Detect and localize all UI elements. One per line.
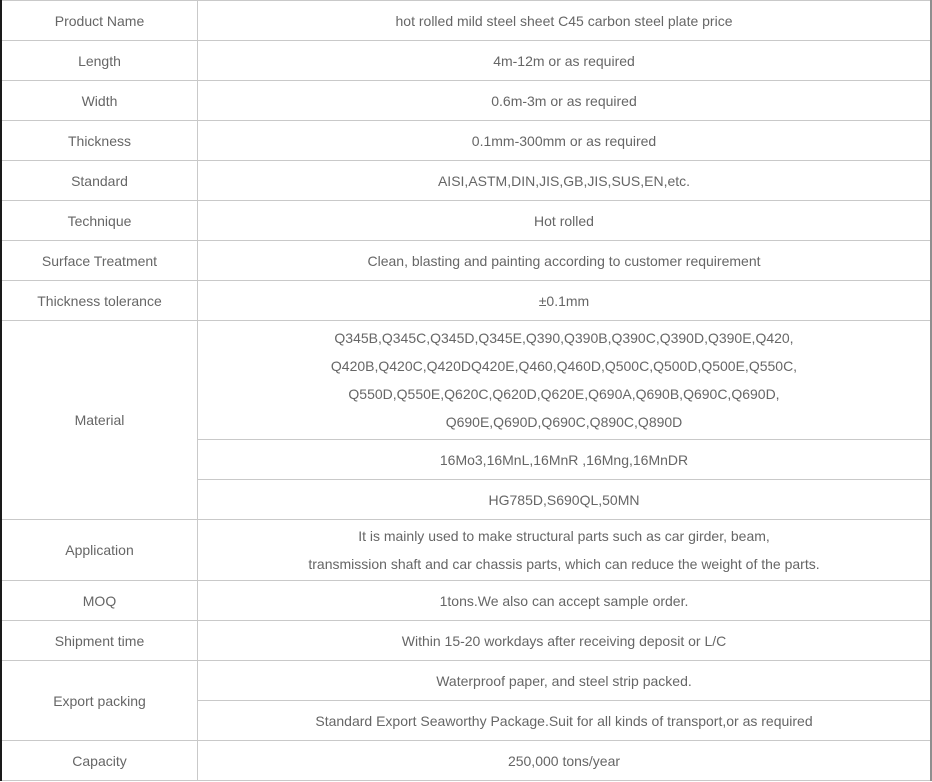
row-label-product-name: Product Name <box>1 1 198 41</box>
material-other-grades-cell: HG785D,S690QL,50MN <box>198 480 932 520</box>
table-row-technique <box>1 201 931 241</box>
table-row-moq <box>1 581 931 621</box>
table-row-product-name <box>1 1 931 41</box>
material-grades-line: Q550D,Q550E,Q620C,Q620D,Q620E,Q690A,Q690B,Q690C,Q690D, <box>348 386 780 402</box>
row-label-application: Application <box>1 520 198 581</box>
row-label-surface-treatment: Surface Treatment <box>1 241 198 281</box>
application-line: transmission shaft and car chassis parts, which can reduce the weight of the parts. <box>308 556 820 572</box>
row-value-shipment-time: Within 15-20 workdays after receiving deposit or L/C <box>198 621 932 661</box>
row-label-capacity: Capacity <box>1 741 198 781</box>
row-label-width: Width <box>1 81 198 121</box>
table-row-export-packing-1 <box>1 661 931 701</box>
table-row-application <box>1 520 931 581</box>
export-packing-line-1: Waterproof paper, and steel strip packed. <box>198 661 932 701</box>
row-value-length: 4m-12m or as required <box>198 41 932 81</box>
export-packing-line-2: Standard Export Seaworthy Package.Suit for all kinds of transport,or as required <box>198 701 932 741</box>
row-value-standard: AISI,ASTM,DIN,JIS,GB,JIS,SUS,EN,etc. <box>198 161 932 201</box>
table-row-material-grades <box>1 321 931 440</box>
material-boiler-grades-cell: 16Mo3,16MnL,16MnR ,16Mng,16MnDR <box>198 440 932 480</box>
table-row-surface-treatment <box>1 241 931 281</box>
row-value-moq: 1tons.We also can accept sample order. <box>198 581 932 621</box>
application-cell <box>198 520 932 581</box>
row-label-thickness: Thickness <box>1 121 198 161</box>
row-value-technique: Hot rolled <box>198 201 932 241</box>
row-label-material: Material <box>1 321 198 520</box>
row-value-product-name: hot rolled mild steel sheet C45 carbon steel plate price <box>198 1 932 41</box>
material-grades-line: Q420B,Q420C,Q420DQ420E,Q460,Q460D,Q500C,Q500D,Q500E,Q550C, <box>330 358 798 374</box>
row-value-thickness: 0.1mm-300mm or as required <box>198 121 932 161</box>
table-row-standard <box>1 161 931 201</box>
material-grades-cell <box>198 321 932 440</box>
row-label-length: Length <box>1 41 198 81</box>
product-spec-table-body <box>1 1 931 781</box>
row-label-thickness-tolerance: Thickness tolerance <box>1 281 198 321</box>
row-value-thickness-tolerance: ±0.1mm <box>198 281 932 321</box>
row-label-shipment-time: Shipment time <box>1 621 198 661</box>
material-grades-line: Q690E,Q690D,Q690C,Q890C,Q890D <box>445 414 683 430</box>
row-label-standard: Standard <box>1 161 198 201</box>
row-label-export-packing: Export packing <box>1 661 198 741</box>
row-value-width: 0.6m-3m or as required <box>198 81 932 121</box>
table-row-thickness <box>1 121 931 161</box>
table-row-width <box>1 81 931 121</box>
table-row-length <box>1 41 931 81</box>
row-value-surface-treatment: Clean, blasting and painting according to customer requirement <box>198 241 932 281</box>
material-grades-line: Q345B,Q345C,Q345D,Q345E,Q390,Q390B,Q390C,Q390D,Q390E,Q420, <box>334 330 794 346</box>
row-label-technique: Technique <box>1 201 198 241</box>
row-value-capacity: 250,000 tons/year <box>198 741 932 781</box>
table-row-capacity <box>1 741 931 781</box>
application-line: It is mainly used to make structural parts such as car girder, beam, <box>358 528 770 544</box>
table-row-thickness-tolerance <box>1 281 931 321</box>
row-label-moq: MOQ <box>1 581 198 621</box>
table-row-shipment-time <box>1 621 931 661</box>
